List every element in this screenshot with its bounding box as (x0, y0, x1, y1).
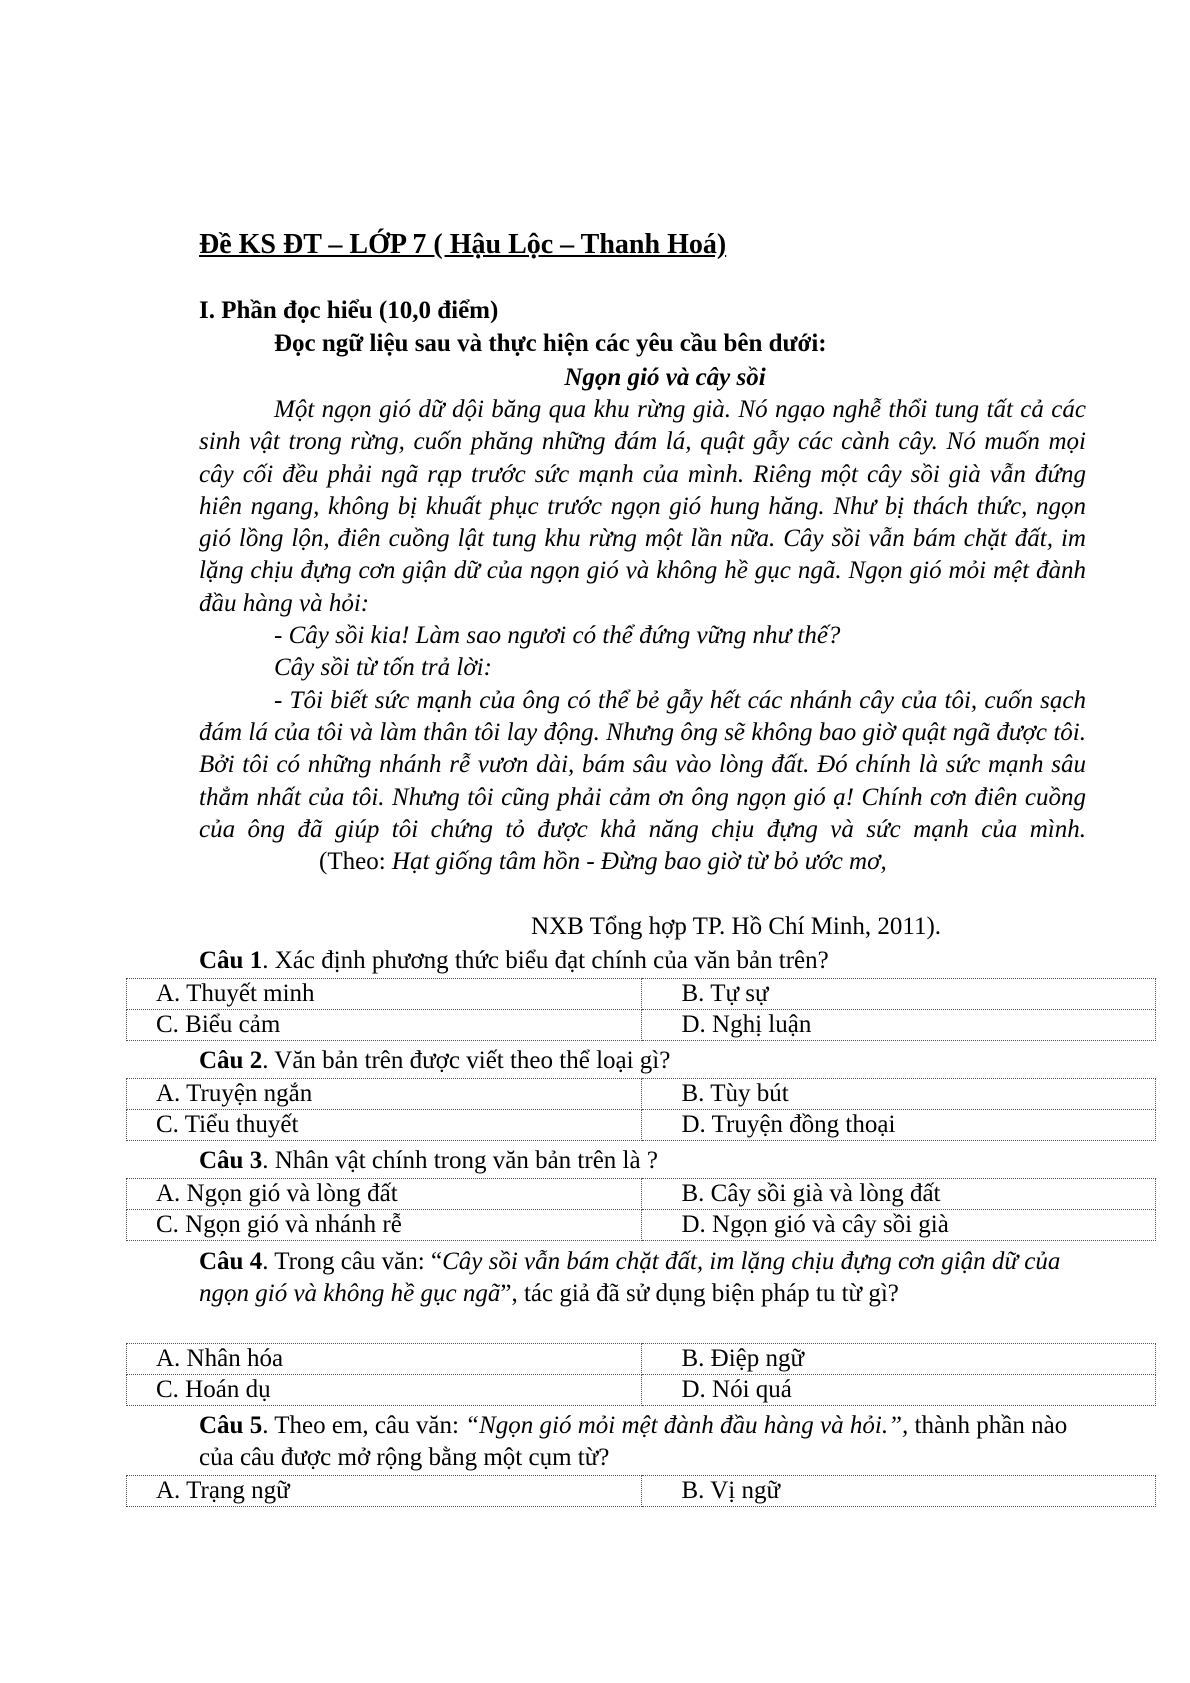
option-b[interactable]: B. Cây sồi già và lòng đất (641, 1179, 1156, 1210)
question-5 (199, 1410, 1086, 1475)
section-instruction: Đọc ngữ liệu sau và thực hiện các yêu cầu bên dưới: (274, 330, 827, 357)
story-paragraph: Một ngọn gió dữ dội băng qua khu rừng già. Nó ngạo nghễ thổi tung tất cả các sinh vật trong rừng, cuốn phăng những đám lá, quật gẫy các cành cây. Nó muốn mọi cây cối đều phải ngã rạp trước sức mạnh của mình. Riêng một cây sồi già vẫn đứng hiên ngang, không bị khuất phục trước ngọn gió hung hăng. Như bị thách thức, ngọn gió lồng lộn, điên cuồng lật tung khu rừng một lần nữa. Cây sồi vẫn bám chặt đất, im lặng chịu đựng cơn giận dữ của ngọn gió và không hề gục ngã. Ngọn gió mỏi mệt đành đầu hàng và hỏi: (199, 396, 1086, 617)
story-paragraph: Cây sồi từ tốn trả lời: (274, 654, 492, 682)
question-2-options (126, 1078, 1156, 1141)
option-a[interactable]: A. Truyện ngắn (127, 1079, 642, 1110)
option-b[interactable]: B. Vị ngữ (641, 1476, 1156, 1507)
question-text: . Nhân vật chính trong văn bản trên là ? (262, 1147, 658, 1174)
option-a[interactable]: A. Thuyết minh (127, 979, 642, 1010)
option-b[interactable]: B. Tự sự (641, 979, 1156, 1010)
question-text-before: . Theo em, câu văn: (262, 1412, 466, 1439)
question-label: Câu 4 (199, 1248, 263, 1275)
option-d[interactable]: D. Nghị luận (641, 1010, 1156, 1041)
option-d[interactable]: D. Truyện đồng thoại (641, 1110, 1156, 1141)
question-text: . Văn bản trên được viết theo thể loại gì? (262, 1047, 671, 1074)
option-b[interactable]: B. Tùy bút (641, 1079, 1156, 1110)
option-c[interactable]: C. Ngọn gió và nhánh rễ (127, 1210, 642, 1241)
question-4 (199, 1246, 1086, 1311)
question-4-options (126, 1343, 1156, 1406)
option-b[interactable]: B. Điệp ngữ (641, 1344, 1156, 1375)
question-label: Câu 3 (199, 1147, 263, 1174)
story-title: Ngọn gió và cây sồi (564, 364, 766, 391)
option-a[interactable]: A. Nhân hóa (127, 1344, 642, 1375)
story-passage (199, 394, 1086, 878)
option-c[interactable]: C. Hoán dụ (127, 1375, 642, 1406)
question-text-before: . Trong câu văn: “ (262, 1248, 443, 1275)
question-label: Câu 2 (199, 1047, 263, 1074)
question-quote: Cây sồi vẫn bám chặt đất, im lặng chịu đựng cơn giận dữ của ngọn gió và không hề gục ngã (199, 1248, 1061, 1308)
question-1 (199, 945, 1086, 977)
option-d[interactable]: D. Nói quá (641, 1375, 1156, 1406)
question-1-options (126, 978, 1156, 1041)
story-paragraph-text: - Tôi biết sức mạnh của ông có thể bẻ gẫy hết các nhánh cây của tôi, cuốn sạch đám lá của tôi và làm thân tôi lay động. Nhưng ông sẽ không bao giờ quật ngã được tôi. Bởi tôi có những nhánh rễ vươn dài, bám sâu vào lòng đất. Đó chính là sức mạnh sâu thẳm nhất của tôi. Nhưng tôi cũng phải cảm ơn ông ngọn gió ạ! Chính cơn điên cuồng của ông đã giúp tôi chứng tỏ được khả năng chịu đựng và sức mạnh của mình. (199, 686, 1086, 843)
option-a[interactable]: A. Trạng ngữ (127, 1476, 642, 1507)
question-quote: “Ngọn gió mỏi mệt đành đầu hàng và hỏi.”, (465, 1412, 909, 1439)
section-heading: I. Phần đọc hiểu (10,0 điểm) (199, 297, 499, 324)
question-text-after: ”, tác giả đã sử dụng biện pháp tu từ gì? (500, 1280, 899, 1308)
question-label: Câu 1 (199, 947, 263, 974)
option-c[interactable]: C. Tiểu thuyết (127, 1110, 642, 1141)
document-title: Đề KS ĐT – LỚP 7 ( Hậu Lộc – Thanh Hoá) (199, 229, 727, 260)
question-5-options (126, 1475, 1156, 1507)
question-text-after: thành phần nào của câu được mở rộng bằng một cụm từ? (199, 1412, 1068, 1472)
question-2 (199, 1045, 1086, 1077)
story-publisher: NXB Tổng hợp TP. Hồ Chí Minh, 2011). (531, 913, 942, 940)
question-3-options (126, 1178, 1156, 1241)
source-title: Hạt giống tâm hồn - Đừng bao giờ từ bỏ ước mơ, (391, 848, 887, 876)
story-paragraph (199, 685, 1086, 879)
question-text: . Xác định phương thức biểu đạt chính của văn bản trên? (262, 947, 829, 974)
question-label: Câu 5 (199, 1412, 263, 1439)
option-a[interactable]: A. Ngọn gió và lòng đất (127, 1179, 642, 1210)
option-c[interactable]: C. Biểu cảm (127, 1010, 642, 1041)
story-paragraph: - Cây sồi kia! Làm sao ngươi có thể đứng vững như thế? (274, 622, 841, 650)
question-3 (199, 1145, 1086, 1177)
story-source (319, 848, 887, 875)
option-d[interactable]: D. Ngọn gió và cây sồi già (641, 1210, 1156, 1241)
source-prefix: (Theo: (319, 848, 392, 876)
